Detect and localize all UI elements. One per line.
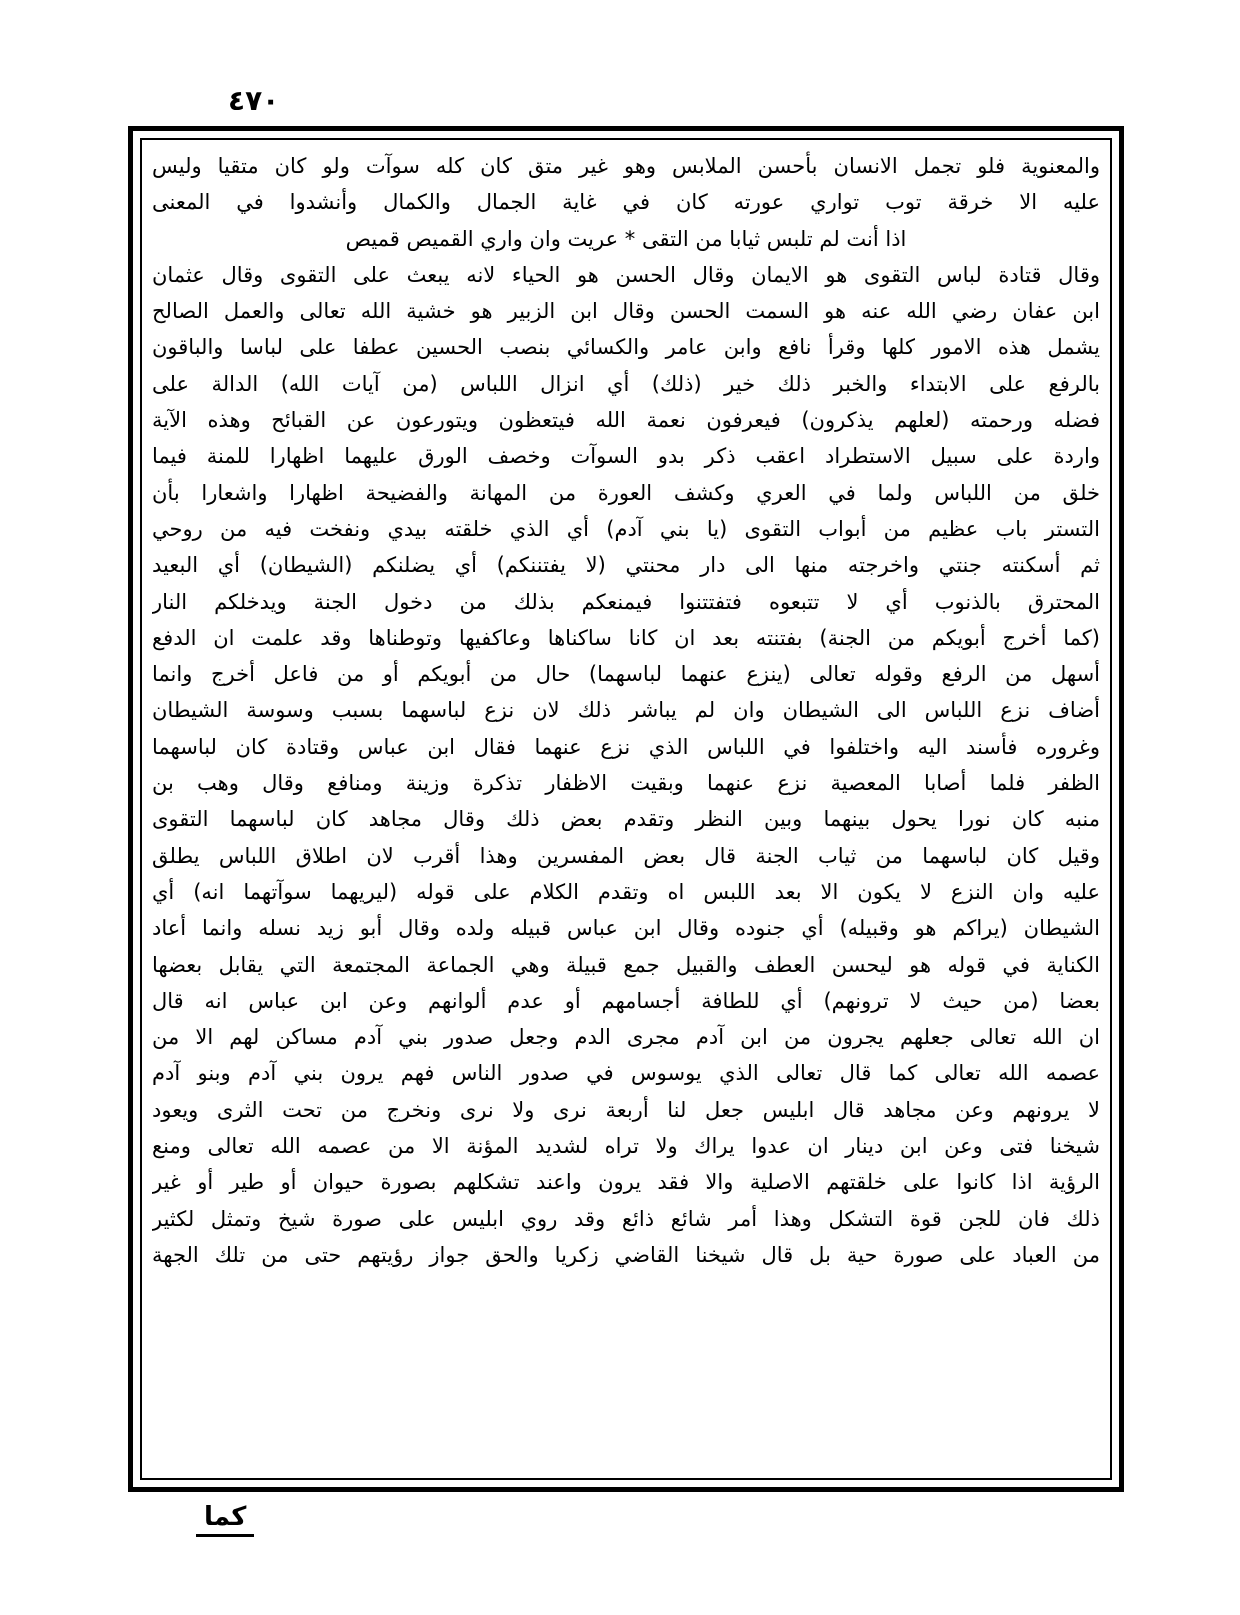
text-line: ذلك فان للجن قوة التشكل وهذا أمر شائع ذائع وقد روي ابليس على صورة شيخ وتمثل لكثير [152,1206,1100,1231]
text-line: عصمه الله تعالى كما قال تعالى الذي يوسوس في صدور الناس فهم يرون بني آدم وبنو آدم [152,1061,1100,1086]
text-line: وقال قتادة لباس التقوى هو الايمان وقال الحسن هو الحياء لانه يبعث على التقوى وقال عثمان [152,262,1100,287]
text-line: بعضا (من حيث لا ترونهم) أي للطافة أجسامهم أو عدم ألوانهم وعن ابن عباس انه قال [152,988,1100,1013]
text-line: الظفر فلما أصابا المعصية نزع عنهما وبقيت الاظفار تذكرة وزينة ومنافع وقال وهب بن [152,771,1100,796]
text-line: ثم أسكنته جنتي واخرجته منها الى دار محنتي (لا يفتننكم) أي يضلنكم (الشيطان) أي البعيد [152,553,1100,578]
text-line: من العباد على صورة حية بل قال شيخنا القاضي زكريا والحق جواز رؤيتهم حتى من تلك الجهة [152,1242,1100,1267]
text-line: خلق من اللباس ولما في العري وكشف العورة من المهانة والفضيحة اظهارا واشعارا بأن [152,480,1100,505]
text-line: منبه كان نورا يحول بينهما وبين النظر وتقدم بعض ذلك وقال مجاهد كان لباسهما التقوى [152,807,1100,832]
text-body [152,148,1100,1478]
text-line: ان الله تعالى جعلهم يجرون من ابن آدم مجرى الدم وجعل صدور بني آدم مساكن لهم الا من [152,1025,1100,1050]
text-line: أضاف نزع اللباس الى الشيطان وان لم يباشر ذلك لان نزع لباسهما بسبب وسوسة الشيطان [152,698,1100,723]
text-line: المحترق بالذنوب أي لا تتبعوه فتفتتنوا فيمنعكم بذلك من دخول الجنة ويدخلكم النار [152,589,1100,614]
text-line: شيخنا فتى وعن ابن دينار ان عدوا يراك ولا تراه لشديد المؤنة الا من عصمه الله تعالى ومنع [152,1134,1100,1159]
text-line: عليه وان النزع لا يكون الا بعد اللبس اه وتقدم الكلام على قوله (ليريهما سوآتهما انه) أي [152,879,1100,904]
verse-line: اذا أنت لم تلبس ثيابا من التقى * عريت وان واري القميص قميص [345,226,907,251]
text-line: ابن عفان رضي الله عنه هو السمت الحسن وقال ابن الزبير هو خشية الله تعالى والعمل الصالح [152,299,1100,324]
text-line: فضله ورحمته (لعلهم يذكرون) فيعرفون نعمة الله فيتعظون ويتورعون عن القبائح وهذه الآية [152,408,1100,433]
text-line: وغروره فأسند اليه واختلفوا في اللباس الذي نزع عنهما فقال ابن عباس وقتادة كان لباسهما [152,734,1100,759]
text-line: الرؤية اذا كانوا على خلقتهم الاصلية والا فقد يرون واعند تشكلهم بصورة حيوان أو طير أو غير [152,1170,1100,1195]
text-line: أسهل من الرفع وقوله تعالى (ينزع عنهما لباسهما) حال من أبويكم أو من فاعل أخرج وانما [152,662,1100,687]
text-line: عليه الا خرقة توب تواري عورته كان في غاية الجمال والكمال وأنشدوا في المعنى [152,190,1100,215]
text-line: (كما أخرج أبويكم من الجنة) بفتنته بعد ان كانا ساكناها وعاكفيها وتوطناها وقد علمت ان الدفع [152,625,1100,650]
text-line: التستر باب عظيم من أبواب التقوى (يا بني آدم) أي الذي خلقته بيدي ونفخت فيه من روحي [152,516,1100,541]
catchword: كما [196,1502,254,1537]
page-number: ٤٧٠ [228,84,280,117]
text-line: لا يرونهم وعن مجاهد قال ابليس جعل لنا أربعة نرى ولا نرى ونخرج من تحت الثرى ويعود [152,1097,1100,1122]
text-line: والمعنوية فلو تجمل الانسان بأحسن الملابس وهو غير متق كان كله سوآت ولو كان متقيا وليس [152,154,1100,178]
text-line: الشيطان (يراكم هو وقبيله) أي جنوده وقال ابن عباس قبيله ولده وقال أبو زيد نسله وانما أعاد [152,916,1100,941]
text-line: بالرفع على الابتداء والخبر ذلك خير (ذلك) أي انزال اللباس (من آيات الله) الدالة على [152,371,1100,396]
text-line: وقيل كان لباسهما من ثياب الجنة قال بعض المفسرين وهذا أقرب لان اطلاق اللباس يطلق [152,843,1100,868]
text-line: الكناية في قوله هو ليحسن العطف والقبيل جمع قبيلة وهي الجماعة المجتمعة التي يقابل بعضها [152,952,1100,977]
text-line: واردة على سبيل الاستطراد اعقب ذكر بدو السوآت وخصف الورق عليهما اظهارا للمنة فيما [152,444,1100,469]
text-line: يشمل هذه الامور كلها وقرأ نافع وابن عامر والكسائي بنصب الحسين عطفا على لباسا والباقون [152,335,1100,360]
